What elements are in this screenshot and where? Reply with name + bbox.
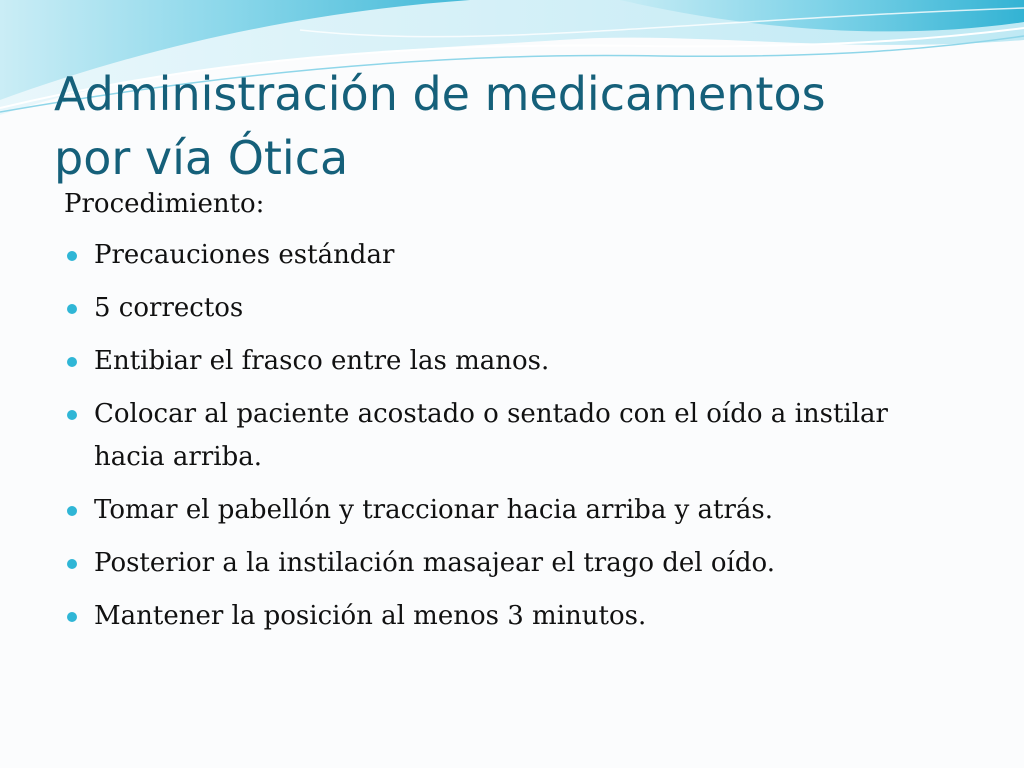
procedure-heading: Procedimiento: bbox=[64, 189, 265, 219]
list-item-text: Precauciones estándar bbox=[94, 240, 395, 270]
list-item-text: Tomar el pabellón y traccionar hacia arriba y atrás. bbox=[94, 495, 774, 525]
bullet-dot-icon bbox=[67, 506, 77, 516]
list-item bbox=[64, 542, 964, 585]
list-item-text: Mantener la posición al menos 3 minutos. bbox=[94, 601, 647, 631]
slide-body bbox=[64, 184, 964, 648]
list-item bbox=[64, 595, 964, 638]
list-item-text: Colocar al paciente acostado o sentado con el oído a instilar hacia arriba. bbox=[94, 399, 888, 472]
bullet-dot-icon bbox=[67, 357, 77, 367]
procedure-list bbox=[64, 234, 964, 638]
list-item-text: 5 correctos bbox=[94, 293, 244, 323]
bullet-dot-icon bbox=[67, 410, 77, 420]
list-item-text: Entibiar el frasco entre las manos. bbox=[94, 346, 550, 376]
slide-title bbox=[54, 62, 1004, 190]
bullet-dot-icon bbox=[67, 304, 77, 314]
bullet-dot-icon bbox=[67, 251, 77, 261]
list-item bbox=[64, 489, 964, 532]
bullet-dot-icon bbox=[67, 612, 77, 622]
list-item-text: Posterior a la instilación masajear el trago del oído. bbox=[94, 548, 775, 578]
bullet-dot-icon bbox=[67, 559, 77, 569]
list-item bbox=[64, 393, 964, 479]
list-item bbox=[64, 287, 964, 330]
slide-title-line-1: Administración de medicamentos bbox=[54, 67, 826, 121]
slide-title-line-2: por vía Ótica bbox=[54, 131, 349, 185]
list-item bbox=[64, 234, 964, 277]
list-item bbox=[64, 340, 964, 383]
